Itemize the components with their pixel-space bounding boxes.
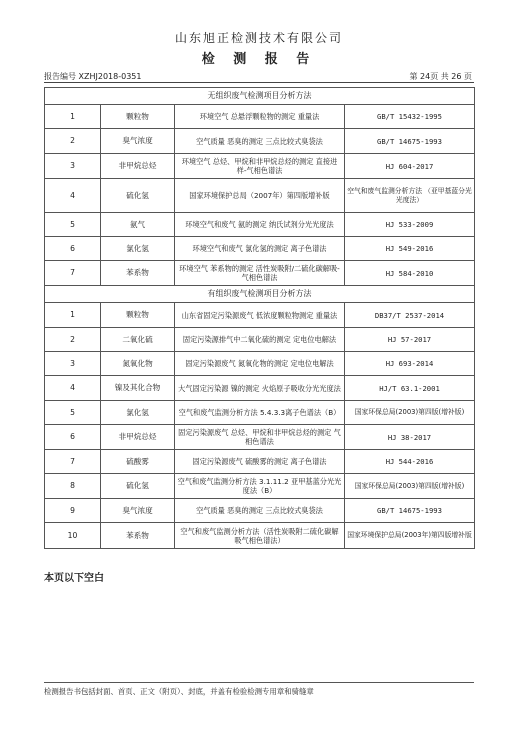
company-name: 山东旭正检测技术有限公司 (174, 31, 343, 45)
footer-note: 检测报告书包括封面、首页、正文（附页）、封底，并盖有检验检测专用章和骑缝章 (44, 687, 314, 696)
table-row (45, 179, 475, 213)
row-number: 8 (45, 474, 101, 499)
row-number: 4 (45, 376, 101, 401)
row-item: 氯化氢 (101, 401, 175, 425)
row-standard: 国家环保总局(2003)第四版(增补版) (345, 474, 475, 499)
row-number: 7 (45, 450, 101, 474)
analysis-methods-table (44, 87, 475, 549)
table-row (45, 213, 475, 237)
row-method: 空气和废气监测分析方法 3.1.11.2 亚甲基蓝分光光度法（B） (175, 474, 345, 499)
table-row (45, 261, 475, 286)
row-number: 3 (45, 352, 101, 376)
row-item: 氯化氢 (101, 237, 175, 261)
row-item: 氨气 (101, 213, 175, 237)
row-method: 环境空气 苯系物的测定 活性炭吸附/二硫化碳解吸-气相色谱法 (175, 261, 345, 286)
row-number: 6 (45, 425, 101, 450)
table-row (45, 237, 475, 261)
row-item: 苯系物 (101, 523, 175, 549)
table-row (45, 450, 475, 474)
row-item: 镍及其化合物 (101, 376, 175, 401)
row-number: 4 (45, 179, 101, 213)
section-title: 有组织废气检测项目分析方法 (45, 286, 475, 303)
row-method: 环境空气和废气 氯化氢的测定 离子色谱法 (175, 237, 345, 261)
row-standard: HJ 57-2017 (345, 328, 475, 352)
row-number: 1 (45, 303, 101, 328)
row-standard: HJ 693-2014 (345, 352, 475, 376)
row-method: 空气质量 恶臭的测定 三点比较式臭袋法 (175, 499, 345, 523)
row-method: 固定污染源废气 氮氧化物的测定 定电位电解法 (175, 352, 345, 376)
table-row (45, 328, 475, 352)
row-method: 空气和废气监测分析方法 5.4.3.3离子色谱法（B） (175, 401, 345, 425)
table-row (45, 401, 475, 425)
row-standard: HJ 604-2017 (345, 154, 475, 179)
row-standard: 国家环保总局(2003)第四版(增补版) (345, 401, 475, 425)
report-number: 报告编号 XZHJ2018-0351 (44, 72, 142, 81)
report-title: 检 测 报 告 (201, 52, 317, 67)
table-row (45, 303, 475, 328)
row-item: 硫酸雾 (101, 450, 175, 474)
row-number: 9 (45, 499, 101, 523)
row-number: 7 (45, 261, 101, 286)
row-item: 二氧化硫 (101, 328, 175, 352)
row-standard: GB/T 15432-1995 (345, 105, 475, 129)
row-standard: 国家环境保护总局(2003年)第四版增补版 (345, 523, 475, 549)
table-row (45, 105, 475, 129)
row-item: 苯系物 (101, 261, 175, 286)
section-header-row (45, 88, 475, 105)
row-standard: GB/T 14675-1993 (345, 499, 475, 523)
table-row (45, 474, 475, 499)
row-method: 空气和废气监测分析方法（活性炭吸附二硫化碳解吸气相色谱法） (175, 523, 345, 549)
table-row (45, 129, 475, 154)
row-method: 环境空气和废气 氨的测定 纳氏试剂分光光度法 (175, 213, 345, 237)
row-standard: GB/T 14675-1993 (345, 129, 475, 154)
row-number: 5 (45, 401, 101, 425)
row-method: 大气固定污染源 镍的测定 火焰原子吸收分光光度法 (175, 376, 345, 401)
row-method: 固定污染源废气 总烃、甲烷和非甲烷总烃的测定 气相色谱法 (175, 425, 345, 450)
blank-below-note: 本页以下空白 (44, 573, 104, 584)
row-standard: HJ 584-2010 (345, 261, 475, 286)
row-number: 1 (45, 105, 101, 129)
section-title: 无组织废气检测项目分析方法 (45, 88, 475, 105)
section-header-row (45, 286, 475, 303)
row-item: 非甲烷总烃 (101, 154, 175, 179)
table-row (45, 425, 475, 450)
row-item: 硫化氢 (101, 474, 175, 499)
table-row (45, 154, 475, 179)
row-number: 2 (45, 328, 101, 352)
row-standard: DB37/T 2537-2014 (345, 303, 475, 328)
row-number: 3 (45, 154, 101, 179)
row-method: 固定污染源废气 硫酸雾的测定 离子色谱法 (175, 450, 345, 474)
row-number: 5 (45, 213, 101, 237)
row-standard: 空气和废气监测分析方法 （亚甲基蓝分光光度法） (345, 179, 475, 213)
row-standard: HJ 533-2009 (345, 213, 475, 237)
row-number: 10 (45, 523, 101, 549)
row-method: 环境空气 总烃、甲烷和非甲烷总烃的测定 直接进样-气相色谱法 (175, 154, 345, 179)
row-item: 颗粒物 (101, 105, 175, 129)
row-item: 臭气浓度 (101, 129, 175, 154)
row-standard: HJ 544-2016 (345, 450, 475, 474)
row-standard: HJ/T 63.1-2001 (345, 376, 475, 401)
row-method: 山东省固定污染源废气 低浓度颗粒物测定 重量法 (175, 303, 345, 328)
header-divider (44, 82, 474, 83)
footer-divider (44, 682, 474, 683)
row-method: 国家环境保护总局（2007年）第四版增补版 (175, 179, 345, 213)
row-item: 硫化氢 (101, 179, 175, 213)
table-row (45, 352, 475, 376)
row-item: 臭气浓度 (101, 499, 175, 523)
row-standard: HJ 549-2016 (345, 237, 475, 261)
row-item: 非甲烷总烃 (101, 425, 175, 450)
table-row (45, 376, 475, 401)
row-method: 固定污染源排气中二氧化硫的测定 定电位电解法 (175, 328, 345, 352)
row-item: 颗粒物 (101, 303, 175, 328)
table-row (45, 499, 475, 523)
page-number: 第 24页 共 26 页 (409, 72, 472, 81)
row-number: 6 (45, 237, 101, 261)
table-row (45, 523, 475, 549)
row-number: 2 (45, 129, 101, 154)
row-method: 环境空气 总悬浮颗粒物的测定 重量法 (175, 105, 345, 129)
row-item: 氮氧化物 (101, 352, 175, 376)
row-standard: HJ 38-2017 (345, 425, 475, 450)
row-method: 空气质量 恶臭的测定 三点比较式臭袋法 (175, 129, 345, 154)
